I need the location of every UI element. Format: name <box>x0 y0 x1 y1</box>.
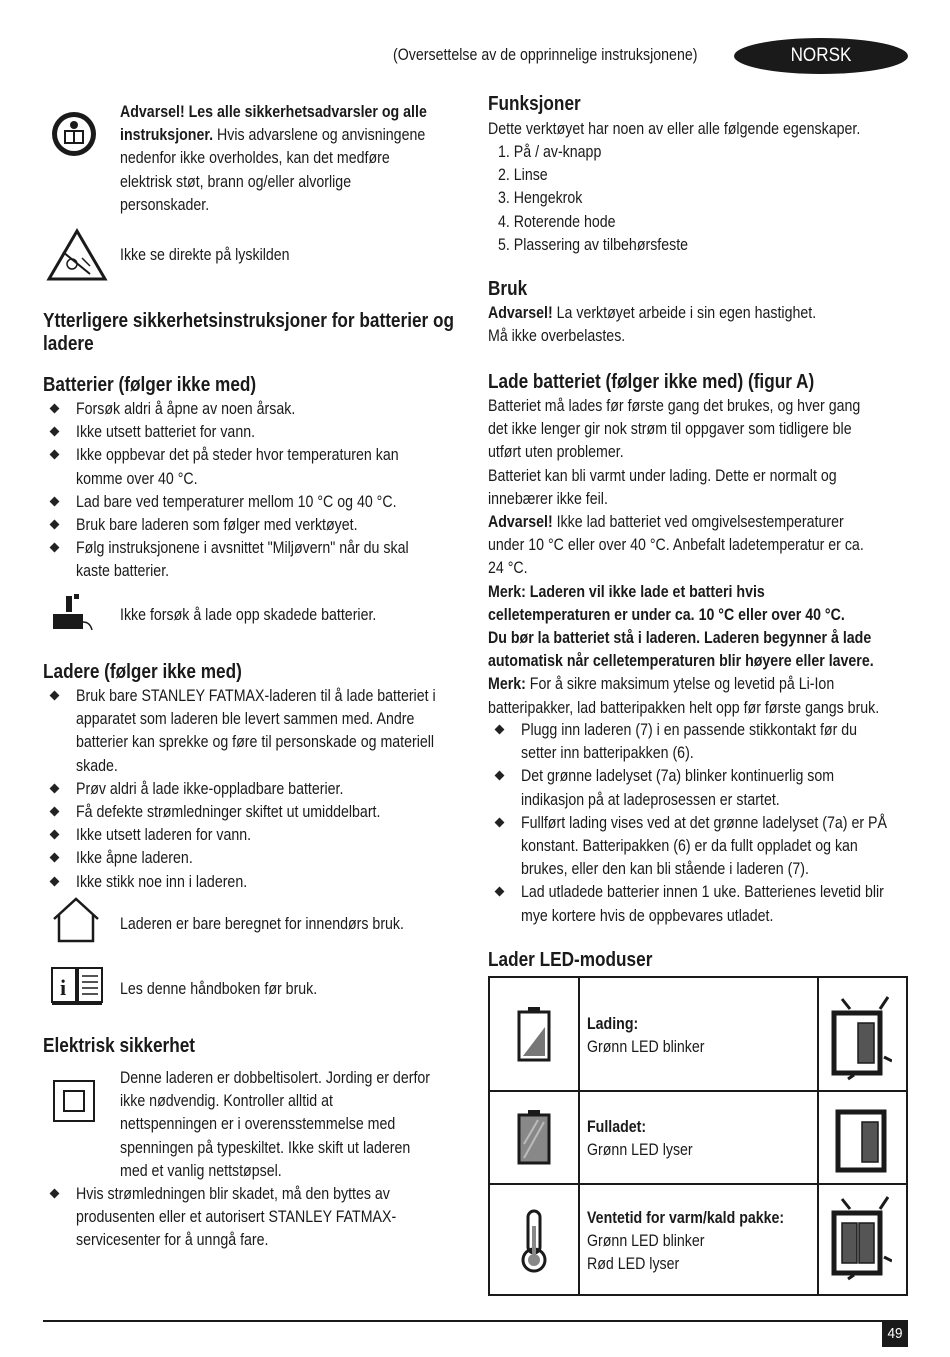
damaged-battery-note: Ikke forsøk å lade opp skadede batterier. <box>120 606 377 624</box>
charge-heading: Lade batteriet (følger ikke med) (figur A) <box>488 371 815 393</box>
read-manual-icon <box>50 966 104 1006</box>
bullet-icon <box>50 807 60 817</box>
bullet-icon <box>495 725 505 735</box>
bullet-icon <box>50 543 60 553</box>
bullet-icon <box>50 691 60 701</box>
bullet-icon <box>495 771 505 781</box>
charge-text: Batteriet må lades før første gang det brukes, og hver gang det ikke lenger gir nok strøm til oppgaver som tidligere ble utført uten problemer. Batteriet kan bli varmt under lading. Dette er normalt og innebærer ikke feil. Advarsel! Ikke lad batteriet ved omgivelsestemperaturer under 10 °C eller over 40 °C. Anbefalt ladetemperatur er ca. 24 °C. Merk: Laderen vil ikke lade et batteri hvis celletemperaturen er under ca. 10 °C eller over 40 °C. Du bør la batteriet stå i laderen. Laderen begynner å lade automatisk når celletemperaturen blir høyere eller lavere. Merk: For å sikre maksimum ytelse og levetid på Li-Ion batteripakker, lad batteripakken helt opp før første gangs bruk. <box>488 397 880 717</box>
led-modes-table <box>488 976 908 1296</box>
language-tab <box>734 38 908 74</box>
footer-rule <box>43 1320 908 1322</box>
function-item: 2. Linse <box>498 166 548 185</box>
function-item: 4. Roterende hode <box>498 212 616 231</box>
manual-note: Les denne håndboken før bruk. <box>120 980 318 998</box>
bullet-icon <box>50 1189 60 1199</box>
led-heading: Lader LED-moduser <box>488 949 653 971</box>
double-insulation-icon <box>52 1079 96 1123</box>
use-text: Advarsel! La verktøyet arbeide i sin egen hastighet. Må ikke overbelastes. <box>488 304 817 346</box>
bullet-icon <box>50 404 60 414</box>
svg-text:i: i <box>60 975 67 1000</box>
led-row-wait-text: Ventetid for varm/kald pakke: Grønn LED blinker Rød LED lyser <box>587 1209 785 1274</box>
led-solid-green-icon <box>834 1108 890 1174</box>
warning-read-text: Advarsel! Les alle sikkerhetsadvarsler og alle instruksjoner. Hvis advarslene og anvisningene nedenfor ikke overholdes, kan det medføre elektrisk støt, brann og/eller alvorlige personskader. <box>120 103 427 214</box>
led-row-title: Fulladet: <box>587 1118 647 1136</box>
led-row-charging-text: Lading: Grønn LED blinker <box>587 1015 705 1057</box>
bullet-icon <box>50 520 60 530</box>
function-item: 5. Plassering av tilbehørsfeste <box>498 235 689 254</box>
header-subtitle: (Oversettelse av de opprinnelige instruksjonene) <box>393 46 698 64</box>
led-row-title: Lading: <box>587 1015 639 1033</box>
bullet-icon <box>50 876 60 886</box>
house-indoor-icon <box>52 897 100 943</box>
functions-heading: Funksjoner <box>488 93 581 115</box>
bullet-icon <box>495 887 505 897</box>
warning-light-text: Ikke se direkte på lyskilden <box>120 246 290 264</box>
bullet-icon <box>50 830 60 840</box>
bullet-icon <box>50 853 60 863</box>
page-number-box <box>882 1321 908 1347</box>
bullet-icon <box>495 817 505 827</box>
functions-intro: Dette verktøyet har noen av eller alle følgende egenskaper. <box>488 120 861 138</box>
section-extra-heading: Ytterligere sikkerhetsinstruksjoner for batterier og ladere <box>43 310 455 355</box>
led-row-title: Ventetid for varm/kald pakke: <box>587 1209 785 1227</box>
battery-full-icon <box>516 1108 552 1166</box>
function-item: 3. Hengekrok <box>498 189 583 208</box>
led-blinking-green-icon <box>828 995 892 1083</box>
read-manual-warning-icon <box>50 110 98 158</box>
damaged-battery-icon <box>50 592 94 632</box>
page-number: 49 <box>887 1325 903 1342</box>
indoor-note: Laderen er bare beregnet for innendørs bruk. <box>120 915 404 933</box>
bullet-icon <box>50 496 60 506</box>
bullet-icon <box>50 427 60 437</box>
double-insulated-text: Denne laderen er dobbeltisolert. Jording er derfor ikke nødvendig. Kontroller alltid at nettspenningen er i overensstemmelse med spenningen på typeskiltet. Ikke skift ut laderen med et vanlig nettstøpsel. <box>120 1069 431 1180</box>
bullet-icon <box>50 450 60 460</box>
language-tab-label: NORSK <box>790 45 852 66</box>
use-heading: Bruk <box>488 278 528 300</box>
function-item: 1. På / av-knapp <box>498 143 602 161</box>
battery-charging-icon <box>516 1005 552 1063</box>
thermometer-icon <box>518 1208 550 1274</box>
led-row-full-text: Fulladet: Grønn LED lyser <box>587 1118 693 1160</box>
batteries-heading: Batterier (følger ikke med) <box>43 374 257 396</box>
electric-heading: Elektrisk sikkerhet <box>43 1035 196 1057</box>
functions-list <box>498 141 688 257</box>
led-green-blink-red-solid-icon <box>828 1193 892 1283</box>
bullet-icon <box>50 783 60 793</box>
no-look-light-icon <box>46 228 108 282</box>
chargers-heading: Ladere (følger ikke med) <box>43 661 242 683</box>
